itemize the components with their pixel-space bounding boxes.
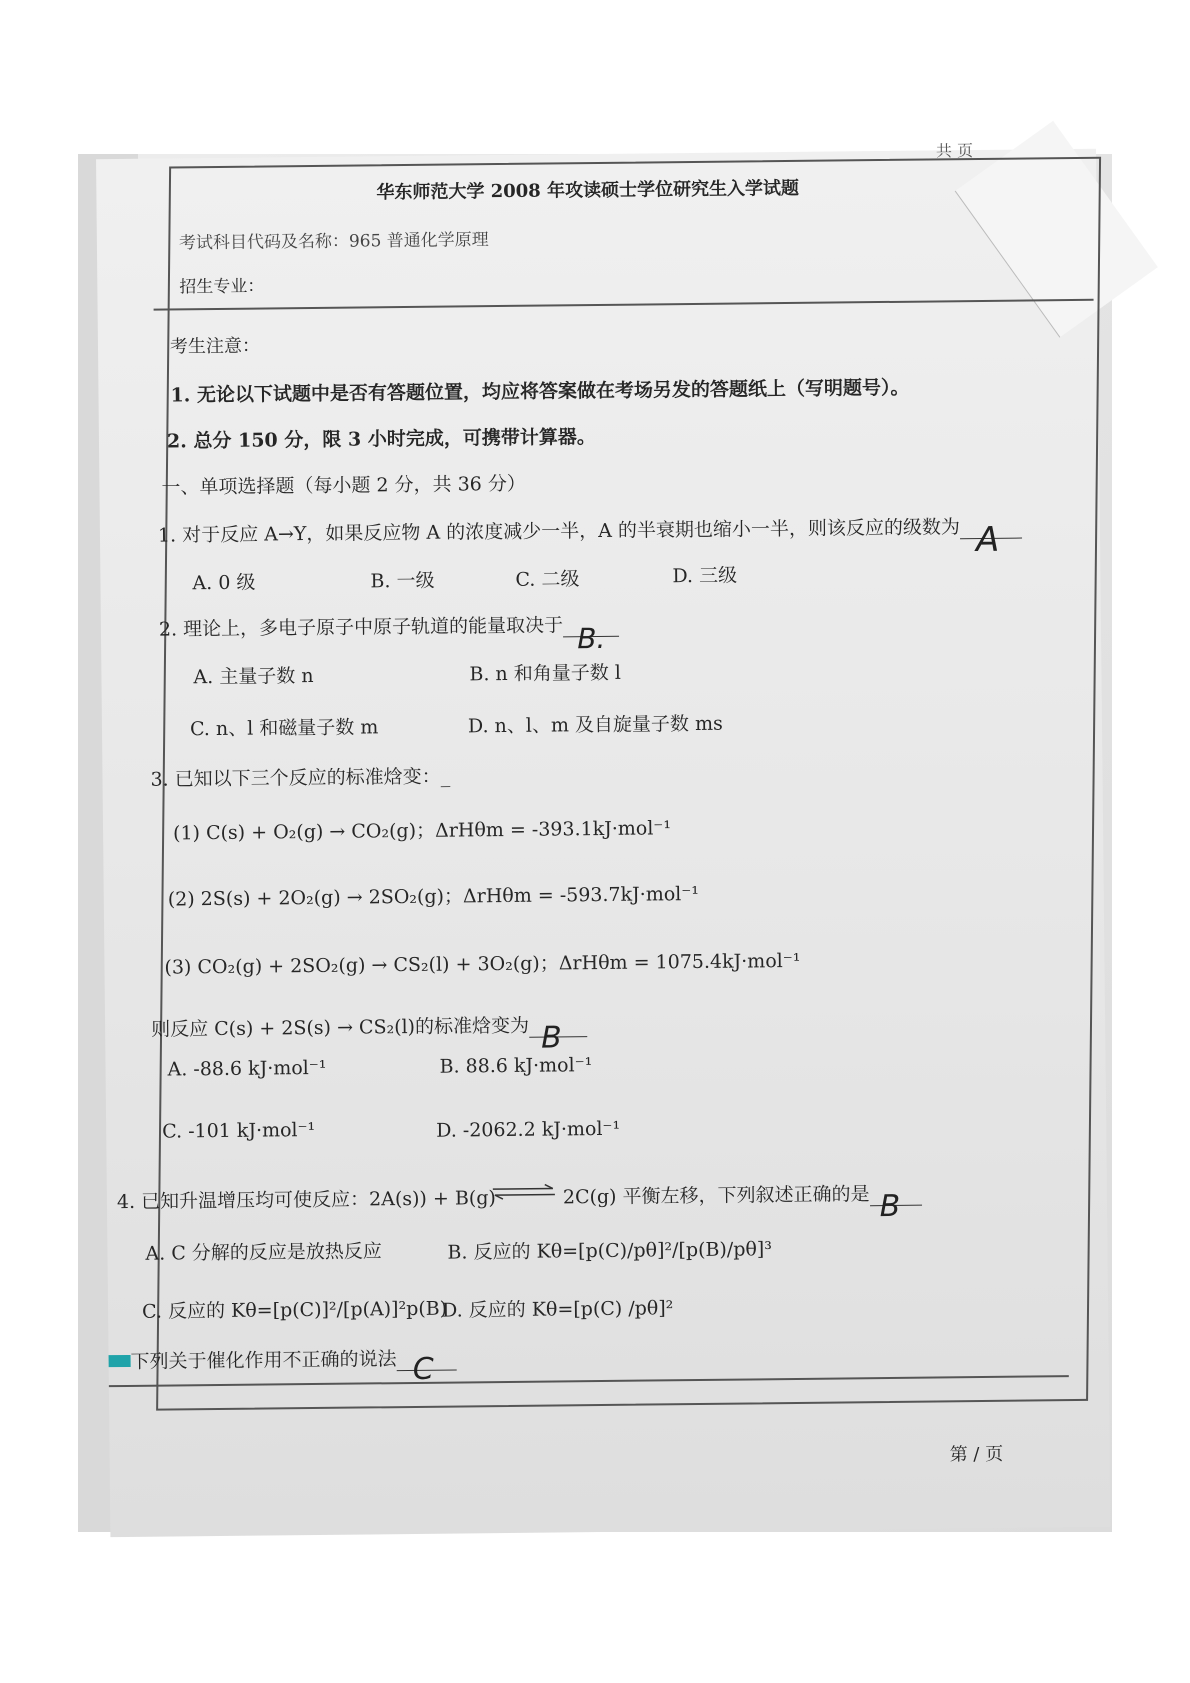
q3-stem: 3. 已知以下三个反应的标准焓变：_ [150,765,451,791]
q3-ask-text: 则反应 C(s) + 2S(s) → CS₂(l)的标准焓变为 [151,1014,530,1041]
major-line: 招生专业： [179,276,265,298]
q1-handwritten-answer: A [975,519,1000,561]
page-footer: 第 / 页 [949,1443,1004,1466]
q4-option-d: D. 反应的 Kθ=[p(C) /pθ]² [441,1297,674,1322]
q5-stem [130,1344,456,1387]
q4-handwritten-answer: B [879,1188,901,1225]
q2-stem [158,610,619,656]
q3-option-b: B. 88.6 kJ·mol⁻¹ [439,1054,593,1078]
q4-stem-right-text: 2C(g) 平衡左移，下列叙述正确的是 [562,1183,870,1209]
exam-title: 华东师范大学 2008 年攻读硕士学位研究生入学试题 [376,177,800,204]
exam-sheet [96,141,1110,1537]
q3-reaction-3: (3) CO₂(g) + 2SO₂(g) → CS₂(l) + 3O₂(g)；ΔrHθm = 1075.4kJ·mol⁻¹ [164,949,801,979]
q2-stem-text: 2. 理论上，多电子原子中原子轨道的能量取决于 [158,614,564,641]
q1-option-d: D. 三级 [672,564,738,588]
q1-option-a: A. 0 级 [192,571,256,595]
q2-handwritten-answer: B. [577,621,606,656]
q4-option-a: A. C 分解的反应是放热反应 [145,1240,382,1265]
q2-option-b: B. n 和角量子数 l [469,661,621,686]
q1-option-c: C. 二级 [515,568,580,591]
highlight-marker [109,1355,131,1367]
subject-line: 考试科目代码及名称：965 普通化学原理 [178,230,489,254]
q3-option-a: A. -88.6 kJ·mol⁻¹ [167,1056,327,1081]
q2-option-d: D. n、l、m 及自旋量子数 ms [467,712,723,738]
q3-handwritten-answer: B [540,1020,562,1056]
q3-option-c: C. -101 kJ·mol⁻¹ [162,1118,316,1143]
equilibrium-arrow-icon [491,1184,557,1199]
section-heading: 一、单项选择题（每小题 2 分，共 36 分） [161,472,527,499]
page-count-fragment: 共 页 [935,141,974,161]
q2-option-c: C. n、l 和磁量子数 m [189,716,379,741]
q4-option-b: B. 反应的 Kθ=[p(C)/pθ]²/[p(B)/pθ]³ [447,1238,772,1264]
document-photo [78,141,1112,1532]
q4-stem-left: 4. 已知升温增压均可使反应：2A(s)) + B(g) [116,1187,496,1214]
q4-option-c: C. 反应的 Kθ=[p(C)]²/[p(A)]²p(B) [141,1297,448,1323]
notice-item-2: 2. 总分 150 分，限 3 小时完成，可携带计算器。 [166,426,596,453]
notice-item-1: 1. 无论以下试题中是否有答题位置，均应将答案做在考场另发的答题纸上（写明题号）。 [170,376,910,407]
q3-option-d: D. -2062.2 kJ·mol⁻¹ [436,1117,621,1142]
q3-reaction-1: (1) C(s) + O₂(g) → CO₂(g)；ΔrHθm = -393.1kJ·mol⁻¹ [172,817,672,845]
q1-option-b: B. 一级 [370,569,435,593]
q2-option-a: A. 主量子数 n [193,664,314,689]
q4-stem-right [562,1179,922,1225]
q5-stem-text: 下列关于催化作用不正确的说法 [130,1348,397,1373]
q3-reaction-2: (2) 2S(s) + 2O₂(g) → 2SO₂(g)；ΔrHθm = -593.7kJ·mol⁻¹ [167,882,700,911]
notice-heading: 考生注意： [169,335,261,358]
q1-stem-text: 1. 对于反应 A→Y，如果反应物 A 的浓度减少一半，A 的半衰期也缩小一半，则该反应的级数为 [157,516,961,547]
q5-handwritten-answer: C [412,1351,434,1387]
q3-ask [151,1010,587,1056]
